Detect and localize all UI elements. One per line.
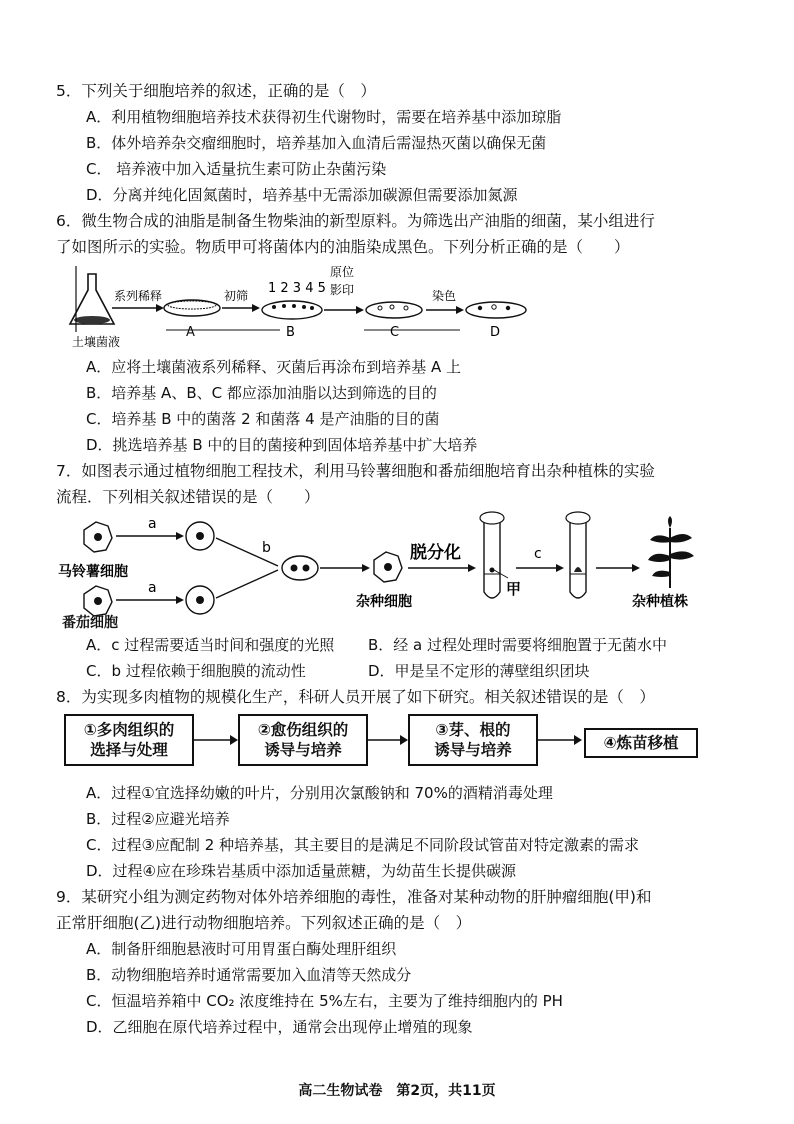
step-serial-dilution: 系列稀释 [114, 289, 163, 303]
flow-box-2-line1: ②愈伤组织的 [257, 721, 349, 739]
hybrid-plant-label: 杂种植株 [632, 594, 688, 610]
flow-box-4-line1: ④炼苗移植 [603, 734, 679, 752]
flask-label: 土壤菌液 [72, 335, 121, 349]
page-footer: 高二生物试卷 第2页，共11页 [298, 1083, 496, 1099]
hybrid-plant-icon [648, 516, 694, 588]
tomato-cell-label: 番茄细胞 [62, 615, 118, 631]
question-5-option-d: D．分离并纯化固氮菌时，培养基中无需添加碳源但需要添加氮源 [86, 186, 518, 204]
hybrid-cell-label: 杂种细胞 [356, 594, 412, 610]
colony-numbers: 1 2 3 4 5 [268, 281, 326, 296]
dish-b-label: B [286, 325, 295, 340]
jia-label: 甲 [506, 580, 522, 598]
label-a-bottom: a [148, 580, 157, 596]
dish-c [366, 302, 422, 318]
question-6-option-c: C．培养基 B 中的菌落 2 和菌落 4 是产油脂的目的菌 [86, 410, 440, 428]
question-7-option-a: A．c 过程需要适当时间和强度的光照 [86, 636, 335, 654]
question-9-stem-line2: 正常肝细胞(乙)进行动物细胞培养。下列叙述正确的是（ ） [56, 914, 472, 932]
dish-d-label: D [490, 325, 501, 340]
potato-cell-label: 马铃薯细胞 [58, 564, 128, 580]
flow-box-2-line2: 诱导与培养 [264, 741, 342, 759]
step-initial-screen: 初筛 [224, 289, 249, 303]
question-5-option-c: C． 培养液中加入适量抗生素可防止杂菌污染 [86, 160, 387, 178]
question-9-option-c: C．恒温培养箱中 CO₂ 浓度维持在 5%左右，主要为了维持细胞内的 PH [86, 992, 563, 1010]
question-8-option-b: B．过程②应避光培养 [86, 810, 230, 828]
dish-a-label: A [186, 325, 195, 340]
flow-box-1 [64, 714, 194, 766]
dish-c-label: C [390, 325, 400, 340]
question-8-stem: 8．为实现多肉植物的规模化生产，科研人员开展了如下研究。相关叙述错误的是（ ） [56, 688, 655, 706]
step-replica-line1: 原位 [330, 265, 355, 279]
label-a-top: a [148, 516, 157, 532]
question-7-option-b: B．经 a 过程处理时需要将细胞置于无菌水中 [368, 636, 668, 654]
question-7-figure [56, 508, 736, 634]
step-replica-line2: 影印 [330, 283, 355, 297]
step-staining: 染色 [432, 289, 457, 303]
question-7-stem-line2: 流程．下列相关叙述错误的是（ ） [56, 488, 320, 506]
question-9-option-d: D．乙细胞在原代培养过程中，通常会出现停止增殖的现象 [86, 1018, 473, 1036]
flow-box-3-line2: 诱导与培养 [434, 741, 512, 759]
question-8-option-c: C．过程③应配制 2 种培养基，其主要目的是满足不同阶段试管苗对特定激素的需求 [86, 836, 640, 854]
question-6-figure [60, 262, 540, 352]
question-8-option-a: A．过程①宜选择幼嫩的叶片，分别用次氯酸钠和 70%的酒精消毒处理 [86, 784, 553, 802]
label-b: b [262, 540, 271, 556]
fusing-cells-icon [282, 556, 318, 580]
label-c: c [534, 546, 542, 562]
dedifferentiation-label: 脱分化 [410, 543, 461, 563]
question-9-stem-line1: 9．某研究小组为测定药物对体外培养细胞的毒性，准备对某种动物的肝肿瘤细胞(甲)和 [56, 888, 652, 906]
flow-box-1-line2: 选择与处理 [90, 741, 168, 759]
question-9-option-b: B．动物细胞培养时通常需要加入血清等天然成分 [86, 966, 412, 984]
flow-arrows [190, 730, 586, 750]
question-5-option-b: B．体外培养杂交瘤细胞时，培养基加入血清后需湿热灭菌以确保无菌 [86, 134, 547, 152]
question-6-option-a: A．应将土壤菌液系列稀释、灭菌后再涂布到培养基 A 上 [86, 358, 462, 376]
question-6-option-b: B．培养基 A、B、C 都应添加油脂以达到筛选的目的 [86, 384, 437, 402]
question-5-option-a: A．利用植物细胞培养技术获得初生代谢物时，需要在培养基中添加琼脂 [86, 108, 562, 126]
question-5-stem: 5．下列关于细胞培养的叙述，正确的是（ ） [56, 82, 376, 100]
question-6-stem-line2: 了如图所示的实验。物质甲可将菌体内的油脂染成黑色。下列分析正确的是（ ） [56, 238, 630, 256]
flow-box-4 [584, 728, 698, 758]
dish-d [466, 302, 526, 318]
dish-b [262, 301, 322, 319]
test-tube-1-icon [484, 520, 500, 598]
question-7-stem-line1: 7．如图表示通过植物细胞工程技术，利用马铃薯细胞和番茄细胞培育出杂种植株的实验 [56, 462, 655, 480]
question-9-option-a: A．制备肝细胞悬液时可用胃蛋白酶处理肝组织 [86, 940, 397, 958]
question-7-option-d: D．甲是呈不定形的薄壁组织团块 [368, 662, 590, 680]
question-6-stem-line1: 6．微生物合成的油脂是制备生物柴油的新型原料。为筛选出产油脂的细菌，某小组进行 [56, 212, 655, 230]
question-7-option-c: C．b 过程依赖于细胞膜的流动性 [86, 662, 306, 680]
flow-box-1-line1: ①多肉组织的 [83, 721, 175, 739]
test-tube-2-icon [570, 520, 586, 598]
question-8-option-d: D．过程④应在珍珠岩基质中添加适量蔗糖，为幼苗生长提供碳源 [86, 862, 517, 880]
flow-box-3-line1: ③芽、根的 [435, 721, 511, 739]
question-6-option-d: D．挑选培养基 B 中的目的菌接种到固体培养基中扩大培养 [86, 436, 478, 454]
